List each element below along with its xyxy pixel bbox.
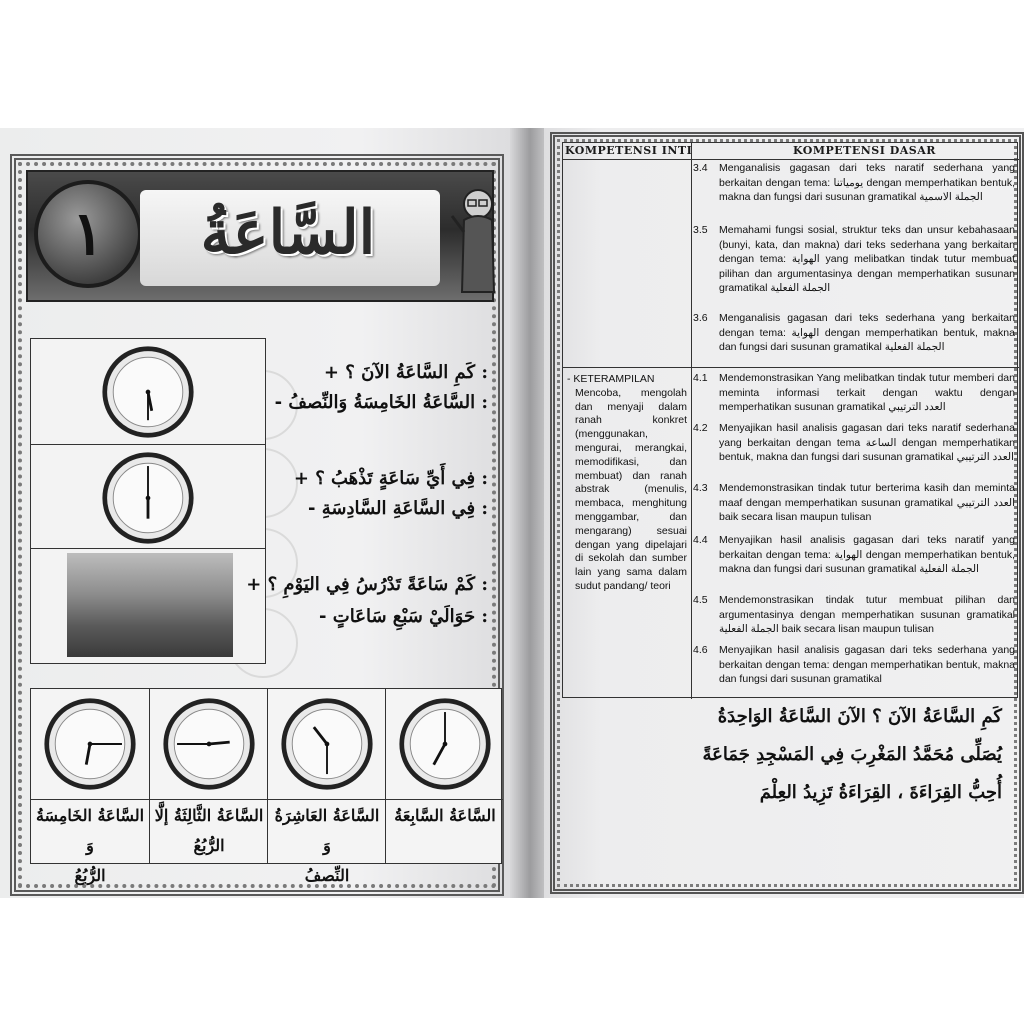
caption-line: السَّاعَةُ العَاشِرَةُ وَ [274, 806, 380, 855]
kd-item [693, 593, 1015, 637]
dialog-line [264, 392, 488, 413]
clock-caption [33, 801, 147, 891]
competency-table [562, 142, 1018, 698]
lesson-banner [26, 170, 494, 302]
teacher-illustration [450, 182, 498, 298]
clock-seven-oclock-icon [398, 697, 492, 791]
picture-cell [31, 445, 265, 549]
kd-text: Menyajikan hasil analisis gagasan dari teks naratif yang berkaitan dengan tema: الهواية dengan memperhatikan bentuk, makna dan fungsi dari susunan gramatikal الجملة الفعلية [719, 534, 1015, 575]
dialog-text: : فِي أَيِّ سَاعَةٍ تَذْهَبُ ؟ [315, 468, 488, 489]
picture-cell [31, 339, 265, 445]
dialog-text: : السَّاعَةُ الخَامِسَةُ وَالنِّصفُ [288, 392, 488, 413]
picture-cell [31, 549, 265, 663]
kd-text: Menyajikan hasil analisis gagasan dari teks naratif sederhana yang berkaitan dengan tema الساعة dengan memperhatikan bentuk, makna dan fungsi dari susunan gramatikal العدد الترتيبي [719, 422, 1015, 463]
clock-caption [388, 801, 502, 831]
caption-line: الرُّبُعُ [74, 866, 106, 885]
kd-item [693, 421, 1015, 465]
dialog-text: : كَمْ سَاعَةً تَدْرُسُ فِي اليَوْمِ ؟ [267, 574, 488, 595]
caption-line: الرُّبُعُ [193, 836, 225, 855]
classroom-photo [67, 553, 233, 657]
kd-text: Menganalisis gagasan dari teks naratif sederhana yang berkaitan dengan tema: يومياتنا dengan memperhatikan bentuk, makna dan fungsi dari susunan gramatikal الجملة الاسمية [719, 162, 1015, 203]
caption-line: السَّاعَةُ الخَامِسَةُ وَ [35, 806, 145, 855]
kd-text: Menyajikan hasil analisis gagasan dari teks sederhana yang berkaitan dengan tema: dengan memperhatikan bentuk, makna dan fungsi dari susunan gramatikal [719, 644, 1015, 685]
caption-line: السَّاعَةُ السَّابِعَةُ [394, 806, 496, 825]
kd-item [693, 643, 1015, 687]
arabic-sentence: كَمِ السَّاعَةُ الآنَ ؟ الآنَ السَّاعَةُ الوَاحِدَةُ [717, 706, 1002, 727]
dialog-line [291, 468, 488, 489]
dialog-sign: - [274, 392, 283, 413]
clock-column [385, 689, 503, 863]
kd-number: 3.4 [693, 162, 708, 174]
clock-column [149, 689, 267, 863]
dialog-text: : فِي السَّاعَةِ السَّادِسَةِ [321, 498, 488, 519]
kd-text: Mendemonstrasikan tindak tutur membuat pilihan dan argumentasinya dengan memperhatikan susunan gramatikal الجملة الفعلية baik secara lisan maupun tulisan [719, 594, 1015, 635]
kd-item [693, 161, 1015, 205]
left-page [0, 128, 516, 898]
dialog-line [321, 362, 488, 383]
clock-half-past-five-icon [101, 345, 195, 439]
kd-item [693, 371, 1015, 415]
lesson-title: السَّاعَةُ [200, 198, 376, 268]
kd-item [693, 533, 1015, 577]
skill-description: Mencoba, mengolah dan menyaji dalam ranah konkret (menggunakan, mengurai, merangkai, memodifikasi, dan membuat) dan ranah abstrak (menulis, membaca, menghitung menggambar, dan mengarang) sesuai dengan yang dipelajari di sekolah dan sumber lain yang sama dalam sudut pandang/ teori [575, 386, 687, 592]
header-kompetensi-inti: KOMPETENSI INTI [565, 144, 693, 157]
table-row-divider [563, 367, 1019, 368]
open-book [0, 128, 1024, 898]
clock-caption [270, 801, 384, 891]
dialog-sign: - [307, 498, 316, 519]
lesson-number-badge: ١ [34, 180, 142, 288]
kd-number: 4.3 [693, 482, 708, 494]
arabic-sentence: يُصَلِّى مُحَمَّدُ المَغْرِبَ فِي المَسْجِدِ جَمَاعَةً [702, 744, 1002, 765]
clock-exercise-grid [30, 688, 502, 885]
kd-number: 4.2 [693, 422, 708, 434]
dialog-sign: + [323, 362, 339, 383]
right-page [544, 128, 1024, 898]
clock-column [31, 689, 149, 885]
table-divider [691, 143, 692, 699]
dialog-text: : كَمِ السَّاعَةُ الآنَ ؟ [345, 362, 488, 383]
caption-line: السَّاعَةُ الثَّالِثَةُ إلَّا [154, 806, 264, 825]
kd-number: 3.6 [693, 312, 708, 324]
dialog-line [243, 574, 488, 595]
kd-item [693, 311, 1015, 355]
kd-item [693, 223, 1015, 296]
dialog-picture-panel [30, 338, 266, 664]
clock-column [267, 689, 385, 885]
kd-text: Mendemonstrasikan tindak tutur berterima kasih dan meminta maaf dengan memperhatikan susunan gramatikal العدد الترتيبي baik secara lisan maupun tulisan [719, 482, 1015, 523]
dialog-sign: - [319, 606, 327, 627]
dialog-sign: + [246, 574, 262, 595]
kd-number: 4.5 [693, 594, 708, 606]
dialog-text: : حَوَالَيْ سَبْعِ سَاعَاتٍ [332, 606, 488, 627]
clock-quarter-past-five-icon [43, 697, 137, 791]
kd-item [693, 481, 1015, 525]
kd-text: Memahami fungsi sosial, struktur teks dan unsur kebahasaan (bunyi, kata, dan makna) dari teks sederhana yang berkaitan dengan tema: الهواية yang melibatkan tindak tutur membuat pilihan dan argumentasinya dengan memperhatikan susunan gramatikal الجملة الفعلية [719, 224, 1015, 294]
header-kompetensi-dasar: KOMPETENSI DASAR [793, 144, 936, 157]
skill-heading: - KETERAMPILAN [567, 373, 655, 385]
dialog-line [297, 498, 488, 519]
kd-number: 4.4 [693, 534, 708, 546]
clock-six-oclock-icon [101, 451, 195, 545]
kd-text: Menganalisis gagasan dari teks sederhana yang berkaitan dengan tema: الهواية dengan memperhatikan bentuk, makna dan fungsi dari susunan gramatikal الجملة الفعلية [719, 312, 1015, 353]
clock-quarter-to-three-icon [162, 697, 256, 791]
grid-divider [31, 799, 503, 800]
kd-number: 4.1 [693, 372, 708, 384]
clock-half-past-ten-icon [280, 697, 374, 791]
keterampilan-cell [567, 373, 687, 594]
kd-text: Mendemonstrasikan Yang melibatkan tindak tutur memberi dan meminta informasi terkait dengan waktu dengan memperhatikan susunan gramatikal العدد الترتيبي [719, 372, 1015, 413]
kd-number: 3.5 [693, 224, 708, 236]
table-header-divider [563, 159, 1019, 160]
kd-number: 4.6 [693, 644, 708, 656]
clock-caption [152, 801, 266, 861]
caption-line: النِّصفُ [304, 866, 350, 885]
dialog-sign: + [293, 468, 309, 489]
dialog-line [309, 606, 488, 627]
arabic-sentence: أُحِبُّ القِرَاءَةَ ، القِرَاءَةُ تَزِيدُ العِلْمَ [759, 782, 1002, 803]
